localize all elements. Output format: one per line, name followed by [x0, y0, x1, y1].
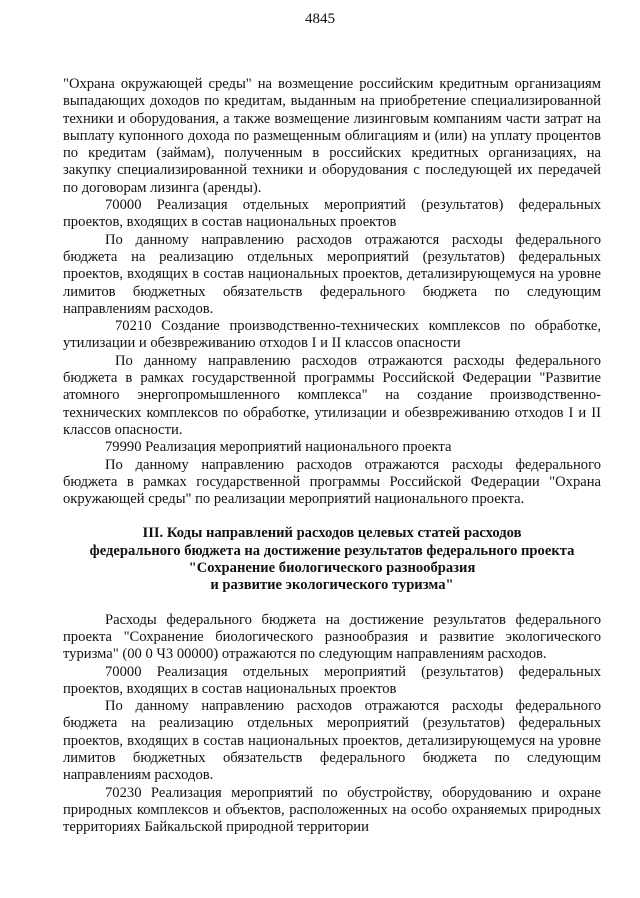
section-heading-line: и развитие экологического туризма" [210, 577, 454, 594]
paragraph: 70000 Реализация отдельных мероприятий (результатов) федеральных проектов, входящих в состав национальных проектов [63, 663, 601, 697]
paragraph: 70000 Реализация отдельных мероприятий (результатов) федеральных проектов, входящих в состав национальных проектов [63, 197, 601, 231]
section-heading-line: федерального бюджета на достижение результатов федерального проекта [89, 542, 575, 559]
paragraph: По данному направлению расходов отражаются расходы федерального бюджета на реализацию отдельных мероприятий (результатов) федеральных проектов, входящих в состав национальных проектов, детализирующемуся на уровне лимитов бюджетных обязательств федерального бюджета по следующим направлениям расходов. [63, 698, 601, 784]
paragraph: По данному направлению расходов отражаются расходы федерального бюджета в рамках государственной программы Российской Федерации "Охрана окружающей среды" по реализации мероприятий национального проекта. [63, 456, 601, 508]
paragraph: Расходы федерального бюджета на достижение результатов федерального проекта "Сохранение биологического разнообразия и развитие экологического туризма" (00 0 Ч3 00000) отражаются по следующим направлениям расходов. [63, 611, 601, 663]
paragraph: 70230 Реализация мероприятий по обустройству, оборудованию и охране природных комплексов и объектов, расположенных на особо охраняемых природных территориях Байкальской природной территории [63, 784, 601, 836]
paragraph: "Охрана окружающей среды" на возмещение российским кредитным организациям выпадающих доходов по кредитам, выданным на приобретение специализированной техники и оборудования, а также возмещение лизинговым компаниям части затрат на выплату купонного дохода по размещенным облигациям и (или) на уплату процентов по кредитам (займам), полученным в российских кредитных организациях, на закупку специализированной техники и оборудования с последующей их передачей по договорам лизинга (аренды). [63, 76, 601, 196]
paragraph: 79990 Реализация мероприятий национального проекта [105, 439, 452, 456]
paragraph: По данному направлению расходов отражаются расходы федерального бюджета в рамках государственной программы Российской Федерации "Развитие атомного энергопромышленного комплекса" на создание производственно-технических комплексов по обработке, утилизации и обезвреживанию отходов I и II классов опасности. [63, 352, 601, 438]
page-number: 4845 [305, 11, 335, 27]
section-heading [63, 525, 601, 594]
section-heading-line: "Сохранение биологического разнообразия [188, 560, 476, 577]
document-body [63, 76, 601, 836]
paragraph: 70210 Создание производственно-технических комплексов по обработке, утилизации и обезвреживанию отходов I и II классов опасности [63, 318, 601, 352]
paragraph: По данному направлению расходов отражаются расходы федерального бюджета на реализацию отдельных мероприятий (результатов) федеральных проектов, входящих в состав национальных проектов, детализирующемуся на уровне лимитов бюджетных обязательств федерального бюджета по следующим направлениям расходов. [63, 231, 601, 317]
section-heading-line: III. Коды направлений расходов целевых статей расходов [142, 525, 522, 542]
